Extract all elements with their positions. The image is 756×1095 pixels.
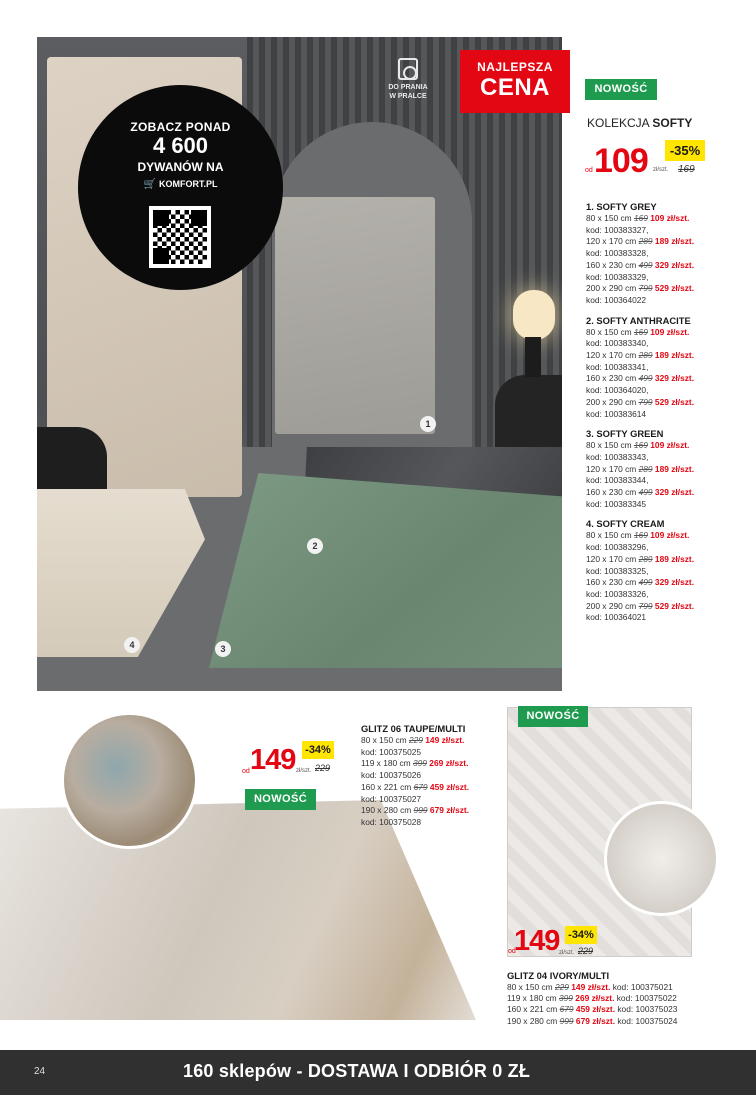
variant-name: 2. SOFTY ANTHRACITE [586, 314, 691, 326]
wash-badge [378, 58, 438, 101]
glitz04-old-price: 229 [578, 946, 594, 956]
variant-line [586, 236, 746, 248]
variant-old-price: 169 [633, 213, 648, 223]
variant-new-price: 529 zł/szt. [654, 600, 695, 611]
hero-number-1: 1 [420, 416, 436, 432]
glitz04-price-unit: zł/szt. [559, 950, 575, 956]
variant-line [586, 397, 746, 409]
variant-line [361, 735, 511, 747]
variant-size: 119 x 180 cm [507, 993, 557, 1004]
variant-line [507, 993, 747, 1004]
variant-new-price: 329 zł/szt. [654, 259, 695, 270]
variant-code: kod: 100383326, [586, 588, 649, 599]
variant-new-price: 189 zł/szt. [654, 236, 695, 247]
glitz06-price-unit: zł/szt. [296, 768, 312, 774]
promo-line2: 4 600 [152, 133, 209, 158]
washing-machine-icon [398, 58, 418, 80]
variant-old-price: 399 [558, 993, 573, 1004]
variant-size: 160 x 230 cm [586, 577, 637, 588]
variant-size: 120 x 170 cm [586, 463, 637, 474]
variant-old-price: 999 [413, 805, 428, 816]
variant-old-price: 229 [554, 982, 569, 992]
new-badge-glitz06: NOWOŚĆ [245, 789, 316, 810]
variant-old-price: 679 [413, 781, 428, 792]
variant-code: kod: 100383328, [586, 248, 649, 259]
variant-new-price: 149 zł/szt. [571, 982, 611, 992]
variant-new-price: 269 zł/szt. [575, 993, 615, 1004]
variant-size: 190 x 280 cm [507, 1015, 558, 1026]
variant-old-price: 229 [408, 735, 423, 745]
variant-code: kod: 100383345 [586, 498, 647, 509]
variant-line [586, 373, 746, 385]
variant-line [586, 350, 746, 362]
glitz06-discount-badge: -34% [302, 741, 334, 759]
variant-code: kod: 100375022 [616, 993, 677, 1004]
best-price-badge [460, 50, 570, 113]
wash-line1: DO PRANIA [388, 84, 428, 91]
hero-number-3: 3 [215, 641, 231, 657]
variant-size: 160 x 221 cm [507, 1004, 558, 1015]
variant-name: 4. SOFTY CREAM [586, 518, 665, 530]
promo-line1: ZOBACZ PONAD [130, 120, 231, 134]
variant-code: kod: 100375028 [361, 816, 422, 827]
variant-size: 160 x 230 cm [586, 487, 637, 498]
variant-code: kod: 100383343, [586, 451, 649, 462]
variant-new-price: 329 zł/szt. [654, 373, 695, 384]
variant-line [586, 213, 746, 225]
variant-size: 200 x 290 cm [586, 396, 637, 407]
variant-line [361, 782, 511, 794]
variant-size: 80 x 150 cm [586, 530, 632, 541]
variant-old-price: 499 [638, 373, 653, 384]
variant-old-price: 399 [412, 758, 427, 769]
glitz06-name: GLITZ 06 TAUPE/MULTI [361, 723, 466, 734]
variant-line [507, 982, 747, 993]
footer-text: 160 sklepów - DOSTAWA I ODBIÓR 0 ZŁ [183, 1061, 531, 1081]
collection-title: KOLEKCJA SOFTY [587, 116, 693, 130]
promo-line3: DYWANÓW NA [137, 160, 224, 174]
variant-new-price: 529 zł/szt. [654, 283, 695, 294]
rug-glitz-06 [0, 800, 476, 1020]
variant-code: kod: 100375026 [361, 770, 422, 781]
variant-new-price: 529 zł/szt. [654, 396, 695, 407]
variant-new-price: 109 zł/szt. [650, 530, 690, 541]
glitz04-price-from: od [508, 948, 516, 955]
rug-glitz-04-detail [604, 801, 719, 916]
variant-old-price: 289 [638, 463, 653, 474]
variant-new-price: 679 zł/szt. [575, 1015, 616, 1026]
variant-code: kod: 100375023 [617, 1004, 678, 1015]
variant-line [586, 577, 746, 589]
variant-line [586, 327, 746, 339]
wash-line2: W PRALCE [389, 93, 427, 100]
variant-code: kod: 100383329, [586, 271, 649, 282]
hero-number-4: 4 [124, 637, 140, 653]
page-number: 24 [34, 1066, 46, 1077]
glitz06-old-price: 229 [315, 763, 331, 773]
glitz04-price: 149 [514, 925, 560, 957]
variant-size: 120 x 170 cm [586, 236, 637, 247]
glitz04-name: GLITZ 04 IVORY/MULTI [507, 970, 610, 981]
variant-line [586, 487, 746, 499]
variant-line [586, 554, 746, 566]
variant-new-price: 189 zł/szt. [654, 553, 695, 564]
new-badge-softy: NOWOŚĆ [585, 79, 657, 100]
lamp-icon [513, 290, 555, 340]
variant-size: 160 x 221 cm [361, 781, 412, 792]
variant-code: kod: 100375025 [361, 746, 422, 757]
variant-code: kod: 100383296, [586, 542, 649, 553]
variant-code: kod: 100383340, [586, 338, 649, 349]
variant-new-price: 109 zł/szt. [650, 440, 690, 451]
variant-line [586, 530, 746, 542]
variant-new-price: 109 zł/szt. [650, 326, 690, 337]
variant-line [586, 601, 746, 613]
variant-new-price: 189 zł/szt. [654, 463, 695, 474]
variant-old-price: 169 [633, 440, 648, 451]
softy-price-unit: zł/szt. [653, 167, 669, 173]
variant-old-price: 999 [559, 1015, 574, 1026]
variant-code: kod: 100364020, [586, 385, 649, 396]
variant-code: kod: 100375027 [361, 793, 422, 804]
footer-bar [0, 1050, 756, 1095]
variant-code: kod: 100383344, [586, 475, 649, 486]
softy-old-price: 169 [678, 164, 695, 175]
softy-discount-badge: -35% [665, 140, 705, 161]
variant-line [586, 260, 746, 272]
variant-new-price: 269 zł/szt. [429, 758, 469, 769]
variant-new-price: 109 zł/szt. [650, 213, 690, 223]
variant-size: 120 x 170 cm [586, 350, 637, 361]
hero-number-2: 2 [307, 538, 323, 554]
qr-code[interactable] [149, 206, 211, 268]
variant-new-price: 149 zł/szt. [425, 735, 465, 745]
promo-site[interactable]: 🛒 KOMFORT.PL [143, 179, 218, 190]
variant-size: 80 x 150 cm [361, 735, 407, 745]
variant-size: 200 x 290 cm [586, 600, 637, 611]
best-price-line1: NAJLEPSZA [477, 60, 553, 74]
variant-line [586, 440, 746, 452]
variant-size: 200 x 290 cm [586, 283, 637, 294]
glitz06-info [361, 723, 511, 829]
variant-line [507, 1004, 747, 1015]
promo-circle [78, 85, 283, 290]
variant-old-price: 799 [638, 600, 653, 611]
side-table [495, 375, 562, 447]
variant-size: 119 x 180 cm [361, 758, 411, 769]
variant-old-price: 799 [638, 283, 653, 294]
variant-old-price: 799 [638, 396, 653, 407]
variant-size: 160 x 230 cm [586, 259, 637, 270]
glitz06-price: 149 [250, 744, 296, 776]
variant-size: 80 x 150 cm [586, 213, 632, 223]
variant-old-price: 169 [633, 530, 648, 541]
variant-old-price: 289 [638, 350, 653, 361]
variant-code: kod: 100364021 [586, 612, 647, 623]
rug-glitz-06-detail [61, 712, 198, 849]
glitz04-info [507, 970, 747, 1027]
softy-price: 109 [594, 142, 648, 180]
variant-code: kod: 100383325, [586, 565, 649, 576]
variant-old-price: 499 [638, 577, 653, 588]
variant-size: 80 x 150 cm [586, 440, 632, 451]
variant-old-price: 499 [638, 259, 653, 270]
glitz04-discount-badge: -34% [565, 926, 597, 944]
softy-price-from: od [585, 167, 593, 174]
variant-old-price: 679 [559, 1004, 574, 1015]
variant-code: kod: 100383327, [586, 224, 649, 235]
rug-softy-green [209, 473, 562, 668]
variant-code: kod: 100375024 [617, 1015, 678, 1026]
variant-new-price: 679 zł/szt. [429, 805, 470, 816]
lamp-base [525, 337, 541, 377]
cart-icon: 🛒 [143, 179, 156, 190]
variant-size: 190 x 280 cm [361, 805, 412, 816]
variant-old-price: 289 [638, 553, 653, 564]
variant-line [507, 1016, 747, 1027]
variant-old-price: 499 [638, 487, 653, 498]
variant-name: 3. SOFTY GREEN [586, 428, 664, 440]
variant-code: kod: 100375021 [612, 982, 673, 992]
variant-new-price: 329 zł/szt. [654, 487, 695, 498]
variant-line [361, 805, 511, 817]
variant-name: 1. SOFTY GREY [586, 201, 657, 212]
variant-new-price: 329 zł/szt. [654, 577, 695, 588]
rug-softy-grey [275, 197, 435, 434]
variant-new-price: 189 zł/szt. [654, 350, 695, 361]
variant-size: 160 x 230 cm [586, 373, 637, 384]
variant-size: 120 x 170 cm [586, 553, 637, 564]
variant-new-price: 459 zł/szt. [429, 781, 470, 792]
variant-code: kod: 100364022 [586, 294, 647, 305]
variant-size: 80 x 150 cm [586, 326, 632, 337]
variant-old-price: 169 [633, 326, 648, 337]
pedestal [37, 427, 107, 491]
variant-code: kod: 100383614 [586, 408, 647, 419]
glitz06-price-from: od [242, 768, 250, 775]
variant-old-price: 289 [638, 236, 653, 247]
new-badge-glitz04: NOWOŚĆ [518, 706, 588, 727]
variant-code: kod: 100383341, [586, 361, 649, 372]
variant-size: 80 x 150 cm [507, 982, 553, 992]
variant-new-price: 459 zł/szt. [575, 1004, 616, 1015]
variant-line [361, 758, 511, 770]
variant-line [586, 283, 746, 295]
variant-line [586, 464, 746, 476]
softy-variants [586, 201, 746, 624]
best-price-line2: CENA [479, 74, 550, 101]
